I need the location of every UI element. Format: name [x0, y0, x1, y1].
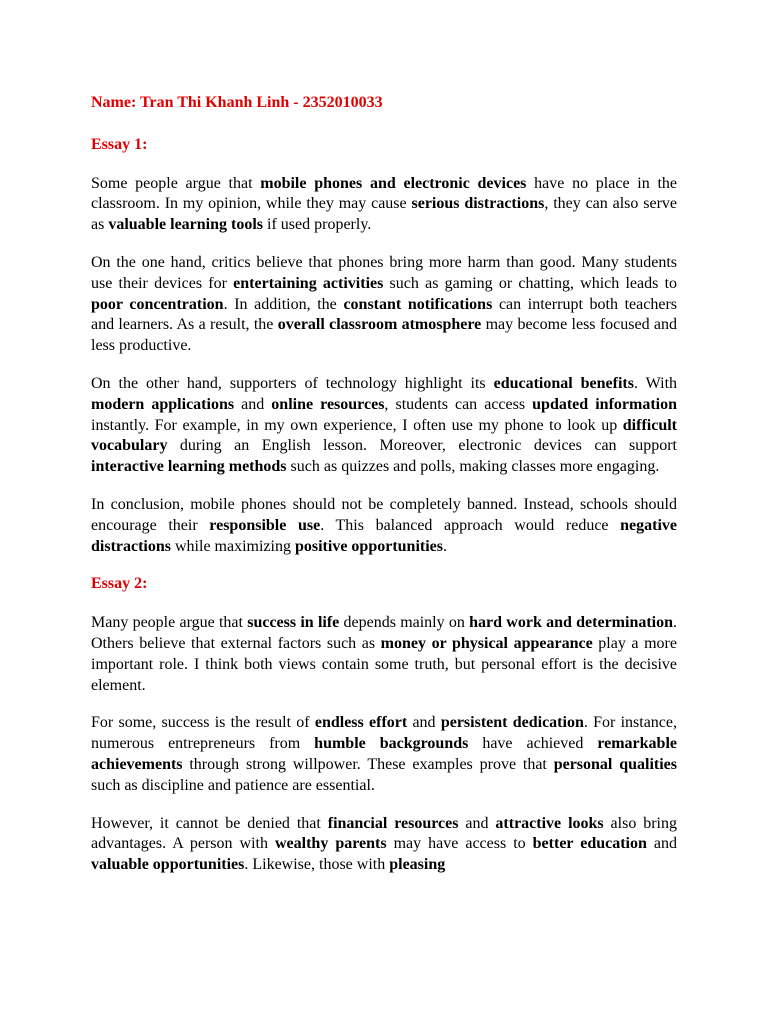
document-page [91, 93, 677, 876]
text-run: during an English lesson. Moreover, electronic devices can support [167, 437, 677, 455]
text-run: through strong willpower. These examples prove that [182, 755, 554, 773]
text-run: . [443, 537, 447, 555]
text-run: such as gaming or chatting, which leads to [383, 274, 678, 292]
text-run: may become less focused and less productive. [91, 316, 678, 355]
text-run: . In addition, the [223, 295, 344, 313]
text-run: depends mainly on [339, 614, 470, 632]
emphasized-phrase: success in life [247, 614, 340, 632]
emphasized-phrase: humble backgrounds [314, 735, 469, 753]
essay-1 [91, 135, 677, 558]
emphasized-phrase: interactive learning methods [91, 458, 287, 476]
text-run: have achieved [468, 735, 598, 753]
text-run: can interrupt both teachers and learners. As a result, the [91, 295, 678, 334]
emphasized-phrase: negative distractions [91, 516, 678, 555]
text-run: play a more important role. I think both views contain some truth, but personal effort is the decisive element. [91, 634, 677, 694]
text-run: Many people argue that [91, 614, 248, 632]
text-run: while maximizing [171, 537, 295, 555]
text-run: Some people argue that [91, 174, 261, 192]
emphasized-phrase: better education [532, 835, 647, 853]
text-run: For some, success is the result of [91, 714, 315, 732]
emphasized-phrase: serious distractions [411, 195, 545, 213]
emphasized-phrase: attractive looks [495, 814, 604, 832]
text-run: and [234, 395, 272, 413]
text-run: such as discipline and patience are essential. [91, 776, 375, 794]
text-run: have no place in the classroom. In my opinion, while they may cause [91, 174, 678, 213]
text-run: , students can access [384, 395, 533, 413]
essay-1-paragraph-3 [91, 374, 677, 478]
emphasized-phrase: money or physical appearance [380, 634, 593, 652]
essay-2-paragraph-1 [91, 613, 677, 696]
essay-2 [91, 574, 677, 876]
text-run: . Likewise, those with [244, 856, 390, 874]
text-run: may have access to [386, 835, 533, 853]
essay-1-paragraph-2 [91, 253, 677, 357]
emphasized-phrase: persistent dedication [440, 714, 584, 732]
emphasized-phrase: positive opportunities [294, 537, 443, 555]
emphasized-phrase: financial resources [327, 814, 459, 832]
text-run: also bring advantages. A person with [91, 814, 678, 853]
text-run: instantly. For example, in my own experience, I often use my phone to look up [91, 416, 623, 434]
text-run: . This balanced approach would reduce [320, 516, 621, 534]
text-run: if used properly. [263, 216, 372, 234]
essay-2-paragraph-2 [91, 713, 677, 796]
emphasized-phrase: poor concentration [91, 295, 224, 313]
emphasized-phrase: valuable opportunities [91, 856, 245, 874]
student-name-heading: Name: Tran Thi Khanh Linh - 2352010033 [91, 94, 383, 111]
emphasized-phrase: mobile phones and electronic devices [260, 174, 527, 192]
emphasized-phrase: updated information [532, 395, 678, 413]
emphasized-phrase: online resources [271, 395, 385, 413]
emphasized-phrase: modern applications [91, 395, 235, 413]
emphasized-phrase: remarkable achievements [91, 735, 677, 773]
emphasized-phrase: pleasing [389, 856, 446, 874]
emphasized-phrase: valuable learning tools [108, 216, 264, 234]
text-run: . For instance, numerous entrepreneurs from [91, 714, 677, 753]
text-run: . With [634, 374, 678, 392]
emphasized-phrase: endless effort [314, 714, 408, 732]
emphasized-phrase: personal qualities [553, 755, 677, 773]
text-run: On the other hand, supporters of technology highlight its [91, 374, 494, 392]
text-run: and [407, 714, 441, 732]
emphasized-phrase: wealthy parents [274, 835, 387, 853]
essay-2-heading: Essay 2: [91, 575, 148, 593]
emphasized-phrase: responsible use [209, 516, 321, 534]
emphasized-phrase: constant notifications [343, 295, 493, 313]
emphasized-phrase: hard work and determination [469, 614, 674, 632]
essay-1-paragraph-1 [91, 174, 677, 236]
emphasized-phrase: educational benefits [493, 374, 634, 392]
essay-1-heading: Essay 1: [91, 135, 148, 153]
text-run: On the one hand, critics believe that phones bring more harm than good. Many students use their devices for [91, 253, 677, 292]
text-run: In conclusion, mobile phones should not be completely banned. Instead, schools should encourage their [91, 495, 677, 534]
emphasized-phrase: difficult vocabulary [91, 416, 677, 455]
emphasized-phrase: entertaining activities [233, 274, 384, 292]
text-run: and [458, 814, 496, 832]
text-run: , they can also serve as [91, 195, 678, 234]
text-run: such as quizzes and polls, making classes more engaging. [286, 458, 660, 476]
essay-1-paragraph-4 [91, 495, 677, 557]
essay-2-paragraph-3 [91, 814, 677, 876]
emphasized-phrase: overall classroom atmosphere [277, 316, 482, 334]
text-run: . Others believe that external factors such as [91, 614, 678, 652]
text-run: and [646, 835, 678, 853]
text-run: However, it cannot be denied that [91, 814, 328, 832]
